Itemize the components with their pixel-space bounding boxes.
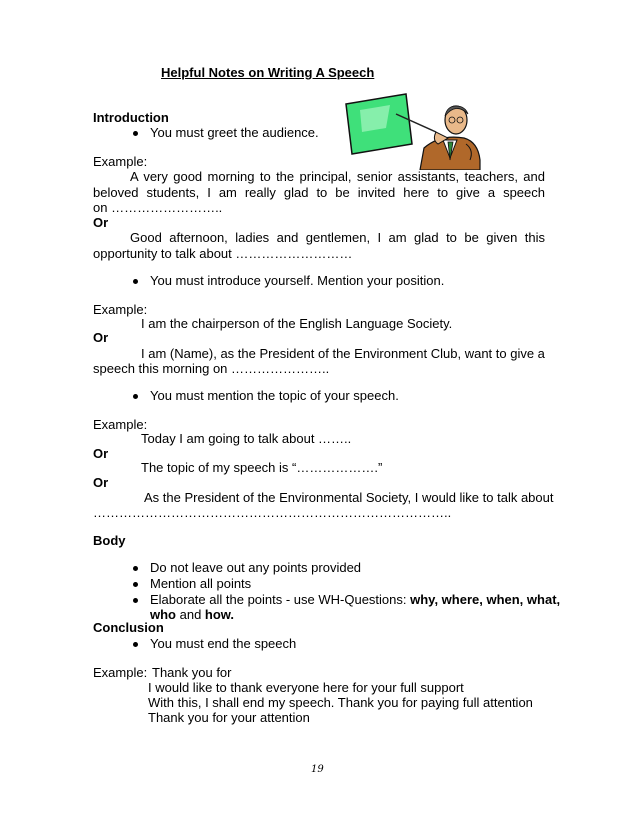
bullet-icon — [133, 582, 138, 587]
example-greeting-line1: A very good morning to the principal, senior assistants, teachers, and — [130, 169, 545, 184]
example-label: Example: — [93, 665, 148, 680]
example-today: Today I am going to talk about …….. — [141, 431, 352, 446]
example-label: Example: — [93, 154, 148, 169]
or-label: Or — [93, 215, 109, 230]
example-environmental-line1: As the President of the Environmental Society, I would like to talk about — [144, 490, 554, 505]
example-greeting-line3: on …………………….. — [93, 200, 223, 215]
bullet-icon — [133, 598, 138, 603]
body-item: Mention all points — [150, 576, 252, 591]
example-environmental-line2: ……………………………………………………………………….. — [93, 505, 452, 520]
teacher-clipart — [340, 88, 490, 170]
body-heading: Body — [93, 533, 126, 548]
introduction-heading: Introduction — [93, 110, 169, 125]
conclusion-line: Thank you for — [152, 665, 232, 680]
wh-questions-bold: why, where, when, what, — [410, 592, 561, 607]
conclusion-line: With this, I shall end my speech. Thank you for paying full attention — [148, 695, 533, 710]
bullet-icon — [133, 131, 138, 136]
bullet-icon — [133, 279, 138, 284]
or-label: Or — [93, 330, 109, 345]
bullet-icon — [133, 566, 138, 571]
conclusion-line: I would like to thank everyone here for your full support — [148, 680, 464, 695]
conclusion-heading: Conclusion — [93, 620, 164, 635]
example-label: Example: — [93, 302, 148, 317]
example-greeting-line2: beloved students, I am really glad to be invited here to give a speech — [93, 185, 545, 200]
bullet-icon — [133, 394, 138, 399]
intro-bullet-topic: You must mention the topic of your speech. — [150, 388, 399, 403]
example-chairperson: I am the chairperson of the English Language Society. — [141, 316, 453, 331]
or-label: Or — [93, 475, 109, 490]
example-label: Example: — [93, 417, 148, 432]
bullet-icon — [133, 642, 138, 647]
example-president-line1: I am (Name), as the President of the Environment Club, want to give a — [141, 346, 545, 361]
body-item-elaborate — [150, 592, 560, 608]
example-afternoon-line2: opportunity to talk about ……………………… — [93, 246, 353, 261]
page-number: 19 — [311, 764, 324, 775]
intro-bullet-greet: You must greet the audience. — [150, 125, 319, 140]
example-topic: The topic of my speech is “……………….” — [141, 460, 383, 475]
body-item-elaborate-text: Elaborate all the points - use WH-Questions: — [150, 592, 411, 607]
example-president-line2: speech this morning on ………………….. — [93, 361, 330, 376]
conclusion-bullet: You must end the speech — [150, 636, 297, 651]
and-text: and — [176, 607, 205, 622]
example-afternoon-line1: Good afternoon, ladies and gentlemen, I am glad to be given this — [130, 230, 545, 245]
intro-bullet-introduce: You must introduce yourself. Mention your position. — [150, 273, 445, 288]
or-label: Or — [93, 446, 109, 461]
how-bold: how. — [204, 607, 235, 622]
page-title: Helpful Notes on Writing A Speech — [161, 65, 375, 80]
body-item: Do not leave out any points provided — [150, 560, 362, 575]
who-bold: who — [150, 607, 176, 622]
conclusion-line: Thank you for your attention — [148, 710, 310, 725]
